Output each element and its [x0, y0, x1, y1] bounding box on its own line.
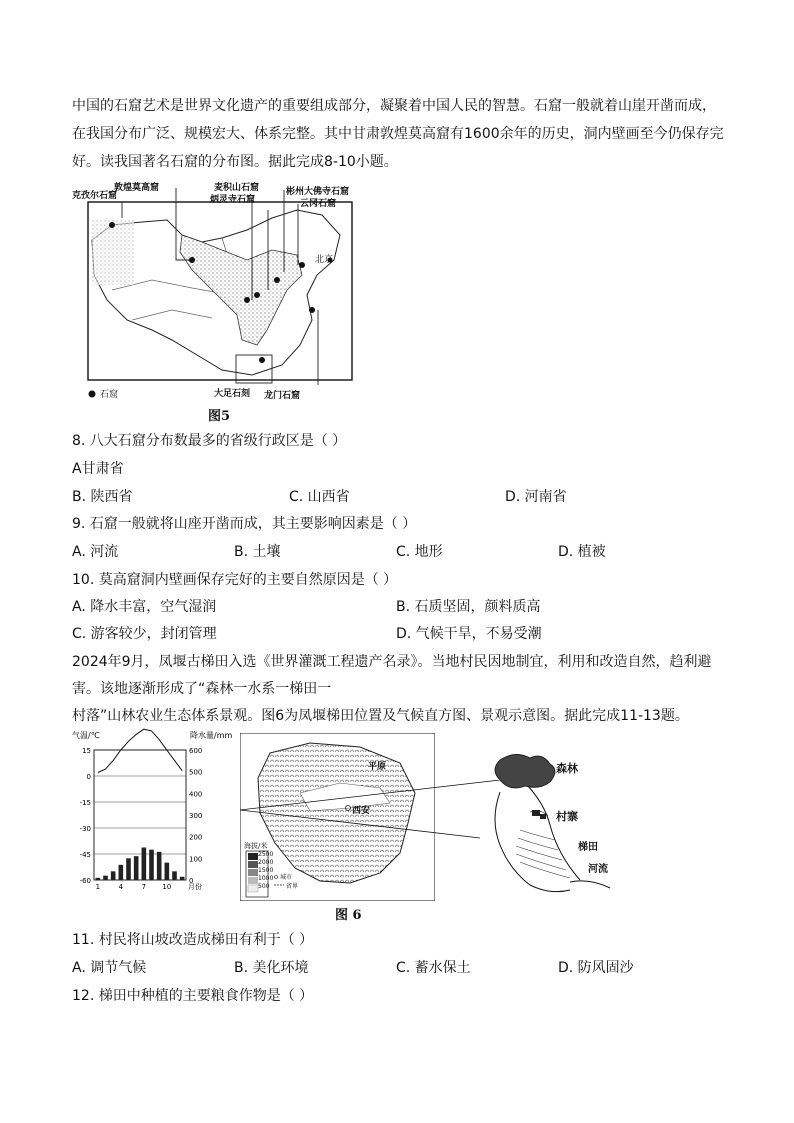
- precip-bar: [119, 865, 124, 880]
- q8-option-b[interactable]: B. 陕西省: [72, 489, 133, 505]
- q8-stem: 8. 八大石窟分布数最多的省级行政区是（ ）: [72, 433, 347, 449]
- precip-tick-label: 100: [189, 855, 203, 864]
- q8-option-c[interactable]: C. 山西省: [289, 489, 350, 505]
- precip-axis-label: 降水量/mm: [190, 731, 233, 740]
- figure-5-caption: 图5: [208, 409, 231, 424]
- temp-tick-label: -15: [79, 799, 91, 807]
- map-label-region: 平原: [368, 762, 387, 772]
- intro2-line-2: 害。该地逐渐形成了“森林一水系一梯田一: [72, 681, 332, 697]
- precip-bar: [157, 852, 162, 880]
- precip-tick-label: 600: [189, 747, 203, 755]
- chart-frame: [94, 750, 186, 880]
- label-beijing: 北京: [315, 255, 334, 265]
- q11-option-d[interactable]: D. 防风固沙: [558, 960, 634, 976]
- precip-bar: [172, 871, 177, 880]
- month-tick-label: 10: [162, 883, 172, 891]
- q9-option-a[interactable]: A. 河流: [72, 544, 119, 560]
- label-river: 河流: [588, 864, 608, 875]
- temperature-line: [98, 729, 182, 772]
- label-village: 村寨: [556, 810, 578, 823]
- intro-line-2: 在我国分布广泛、规模宏大、体系完整。其中甘肃敦煌莫高窟有1600余年的历史，洞内壁画至今仍保存完: [72, 126, 724, 142]
- q9-stem: 9. 石窟一般就将山座开凿而成，其主要影响因素是（ ）: [72, 516, 417, 532]
- temp-tick-label: 15: [82, 747, 91, 755]
- month-tick-label: 1: [95, 883, 101, 891]
- landscape-diagram: [470, 750, 630, 895]
- label-forest: 森林: [556, 762, 578, 775]
- legend-title: 海拔/米: [244, 842, 268, 850]
- legend-city: 城市: [280, 874, 293, 881]
- precip-tick-label: 200: [189, 833, 203, 842]
- precip-tick-label: 500: [189, 768, 203, 777]
- temp-tick-label: -45: [79, 851, 91, 859]
- precip-bar: [142, 848, 147, 881]
- intro-line-3: 好。读我国著名石窟的分布图。据此完成8-10小题。: [72, 154, 398, 170]
- q11-stem: 11. 村民将山坡改造成梯田有利于（ ）: [72, 932, 314, 948]
- intro2-line-1: 2024年9月，凤堰古梯田入选《世界灌溉工程遗产名录》。当地村民因地制宜，利用和改造自然，趋利避: [72, 654, 712, 670]
- legend-grotto: 石窟: [100, 390, 119, 400]
- figure-5-grotto-map: [72, 180, 362, 410]
- label-yungang: 云冈石窟: [300, 199, 337, 209]
- q9-option-d[interactable]: D. 植被: [558, 544, 606, 560]
- intro-line-1: 中国的石窟艺术是世界文化遗产的重要组成部分，凝聚着中国人民的智慧。石窟一般就着山崖开凿而成，: [72, 98, 716, 114]
- figure-6-caption: 图 6: [335, 908, 362, 923]
- month-tick-label: 4: [118, 883, 124, 891]
- q10-option-b[interactable]: B. 石质坚固，颜料质高: [396, 599, 541, 615]
- legend-levels: 2500 2000 1500 1000 500: [258, 851, 274, 890]
- map-label-city: 西安: [352, 806, 371, 816]
- q10-option-c[interactable]: C. 游客较少，封闭管理: [72, 626, 217, 642]
- precip-tick-label: 300: [189, 812, 203, 820]
- label-mogao: 敦煌莫高窟: [114, 183, 160, 193]
- label-maijishan: 麦积山石窟: [214, 183, 260, 193]
- label-dazu: 大足石刻: [214, 389, 251, 399]
- temp-tick-label: 0: [86, 773, 91, 781]
- month-unit-label: 月份: [188, 883, 202, 891]
- q8-option-d[interactable]: D. 河南省: [505, 489, 567, 505]
- precip-bar: [103, 876, 108, 880]
- label-terrace: 梯田: [578, 842, 598, 853]
- legend-border: 省界: [286, 883, 299, 890]
- q10-stem: 10. 莫高窟洞内壁画保存完好的主要自然原因是（ ）: [72, 572, 398, 588]
- q9-option-b[interactable]: B. 土壤: [234, 544, 281, 560]
- climate-chart: [72, 728, 237, 903]
- label-binzhou: 彬州大佛寺石窟: [286, 187, 350, 197]
- label-binglingsi: 炳灵寺石窟: [210, 195, 256, 205]
- intro2-line-3: 村落”山林农业生态体系景观。图6为凤堰梯田位置及气候直方图、景观示意图。据此完成11-13题。: [72, 708, 689, 724]
- precip-bar: [165, 863, 170, 880]
- label-kezier: 克孜尔石窟: [72, 191, 118, 201]
- q11-option-c[interactable]: C. 蓄水保土: [396, 960, 471, 976]
- precip-bar: [126, 858, 131, 880]
- precip-bar: [96, 878, 101, 880]
- precip-bar: [149, 850, 154, 880]
- precip-bar: [134, 856, 139, 880]
- precip-tick-label: 0: [189, 877, 194, 885]
- label-longmen: 龙门石窟: [264, 391, 301, 401]
- q8-option-a[interactable]: A甘肃省: [72, 461, 124, 477]
- temp-tick-label: -30: [79, 825, 91, 833]
- q12-stem: 12. 梯田中种植的主要粮食作物是（ ）: [72, 988, 314, 1004]
- temp-axis-label: 气温/℃: [72, 731, 100, 740]
- temp-tick-label: -60: [79, 877, 91, 885]
- precip-bar: [180, 877, 185, 880]
- q11-option-a[interactable]: A. 调节气候: [72, 960, 147, 976]
- q9-option-c[interactable]: C. 地形: [396, 544, 443, 560]
- month-tick-label: 7: [141, 883, 147, 891]
- q10-option-a[interactable]: A. 降水丰富，空气湿润: [72, 599, 217, 615]
- precip-tick-label: 400: [189, 790, 203, 799]
- q10-option-d[interactable]: D. 气候干旱，不易受潮: [396, 626, 542, 642]
- precip-bar: [111, 871, 116, 880]
- q11-option-b[interactable]: B. 美化环境: [234, 960, 309, 976]
